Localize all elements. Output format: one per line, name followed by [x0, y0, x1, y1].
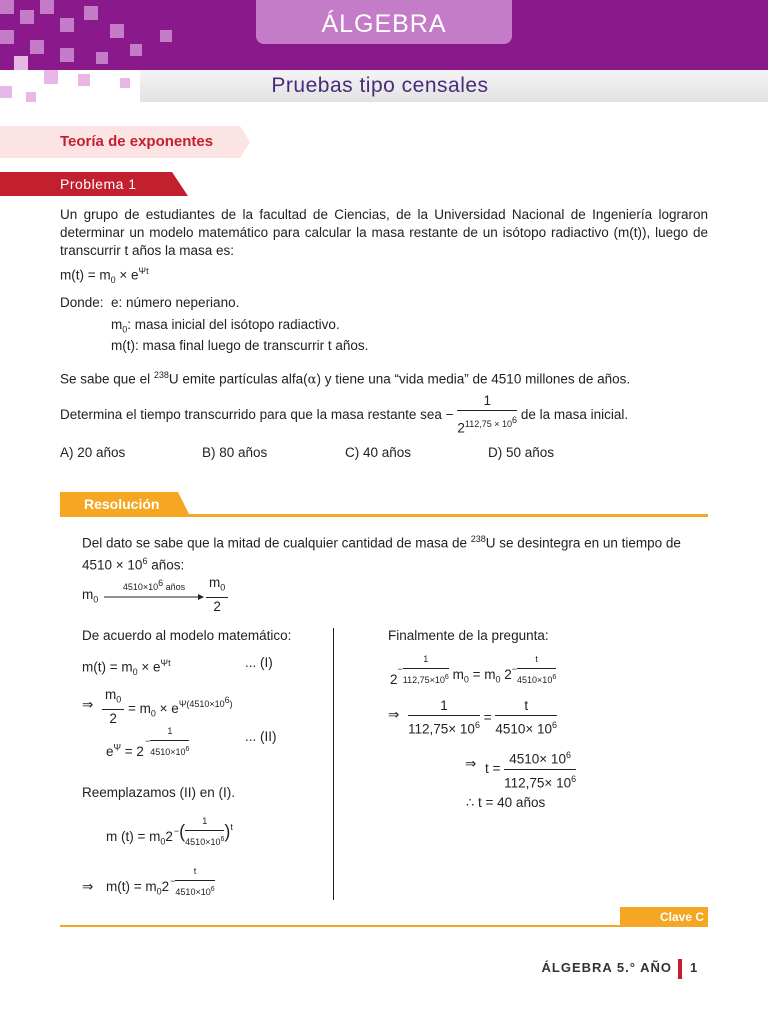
resolution-dato: Del dato se sabe que la mitad de cualquier cantidad de masa de $^{238}$U se desintegra en un tiempo de	[82, 534, 681, 551]
footer-divider	[678, 959, 682, 979]
section-subtitle: Pruebas tipo censales	[271, 74, 489, 97]
resolution-tag: Resolución	[84, 496, 160, 512]
fraction-mass-remaining: $\frac{1}{2^{112,75 \times 10^6}}$	[457, 393, 518, 436]
option-a: A) 20 años	[60, 445, 126, 460]
page-number: 1	[690, 960, 698, 975]
option-d: D) 50 años	[488, 445, 555, 460]
bottom-rule	[60, 925, 708, 927]
right-equation-3: t = $\frac{4510\times 10^6}{112,75\times 10^6}$	[485, 746, 576, 792]
implies-2: ⇒	[82, 879, 94, 894]
question-statement: Determina el tiempo transcurrido para que la masa restante sea − $\frac{1}{2^{112,75 \times 10^6}}$ de la masa inicial.	[60, 393, 629, 436]
resolution-dato-time: $4510 \times 10^6$ años:	[82, 556, 185, 573]
equation-4: m $(t) = m_02-$( $\frac{1}{4510\times 10^6}$ )$^t$	[106, 812, 233, 851]
equation-1-tag: ... (I)	[245, 655, 273, 670]
equation-5: $m(t) = m_02-$ $\frac{t}{4510\times 10^6}$	[106, 862, 215, 901]
arrow-right-icon	[104, 592, 204, 602]
right-conclusion: ∴ t = 40 años	[466, 795, 546, 811]
subject-title: ÁLGEBRA	[256, 0, 512, 44]
column-divider	[333, 628, 334, 900]
equation-1: $m(t) = m_0 \times e^{\Psi t}$	[82, 658, 171, 678]
definition-e: e: número neperiano.	[111, 295, 240, 310]
donde-label: Donde:	[60, 295, 104, 310]
implies-3: ⇒	[388, 707, 400, 722]
arrow-result-fraction: $\frac{m_0}{2}$	[206, 574, 228, 616]
topic-title: Teoría de exponentes	[60, 133, 214, 150]
problem-intro: Un grupo de estudiantes de la facultad de Ciencias, de la Universidad Nacional de Ingeniería lograron determinar un modelo matemático para calcular la masa restante de un isótopo radiactivo (m(t)), luego de transcurrir t años la masa es:	[60, 207, 708, 258]
option-b: B) 80 años	[202, 445, 268, 460]
definition-m0: $m_0$: masa inicial del isótopo radiactivo.	[111, 317, 340, 335]
left-modelo-label: De acuerdo al modelo matemático:	[82, 628, 292, 643]
right-equation-2: $\frac{1}{112,75\times 10^6}$ = $\frac{t}{4510\times 10^6}$	[408, 698, 558, 737]
definition-mt: m(t): masa final luego de transcurrir t años.	[111, 338, 369, 353]
arrow-start: $m_0$	[82, 587, 99, 605]
right-finalmente-label: Finalmente de la pregunta:	[388, 628, 549, 643]
footer-label: ÁLGEBRA 5.° AÑO	[541, 960, 672, 975]
right-equation-1: 2− $\frac{1}{112,75\times 10^6}$ $m_0 = m_0$ 2− $\frac{t}{4510\times 10^6}$	[390, 650, 556, 689]
arrow-label: $4510\times 10^6$ años	[122, 578, 186, 592]
equation-2: $\frac{m_0}{2}$ = $m_0 \times e^{\Psi(4510\times 10^6)}$	[102, 686, 233, 728]
option-c: C) 40 años	[345, 445, 412, 460]
uranium-fact: Se sabe que el $^{238}$U emite partículas alfa(α) y tiene una “vida media” de 4510 millones de años.	[60, 370, 631, 388]
reemplazamos-label: Reemplazamos (II) en (I).	[82, 785, 236, 800]
implies-1: ⇒	[82, 697, 94, 712]
model-formula: $m(t) = m_0 \times e^{\Psi t}$	[60, 266, 149, 286]
equation-3-tag: ... (II)	[245, 729, 277, 744]
answer-key: Clave C	[659, 910, 704, 924]
equation-3: $e^\Psi = 2-$ $\frac{1}{4510\times 10^6}$	[106, 722, 189, 761]
problem-tag: Problema 1	[60, 176, 137, 192]
implies-4: ⇒	[465, 756, 477, 771]
